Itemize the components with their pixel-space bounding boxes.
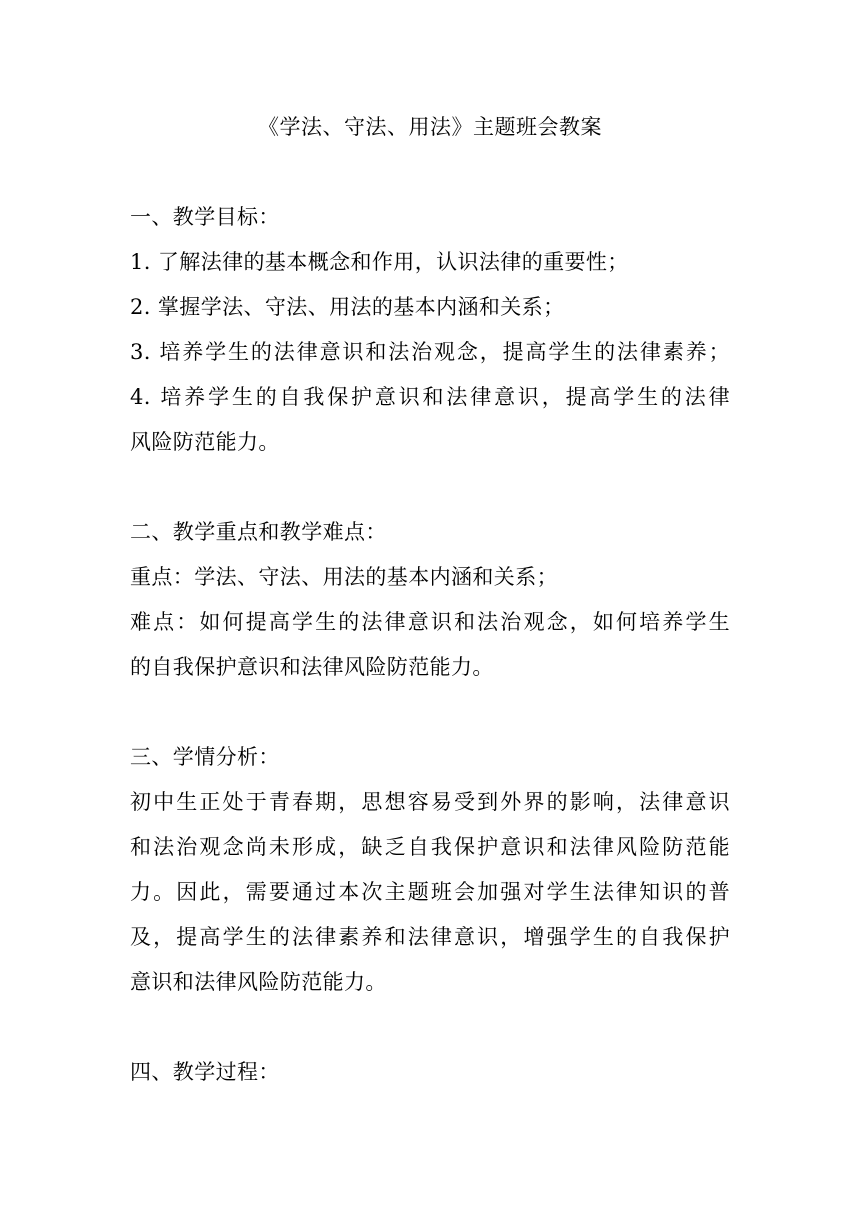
objective-line-3: 3. 培养学生的法律意识和法治观念，提高学生的法律素养；	[130, 340, 730, 364]
objective-line-4: 4. 培养学生的自我保护意识和法律意识，提高学生的法律	[130, 385, 730, 409]
analysis-line-4: 及，提高学生的法律素养和法律意识，增强学生的自我保护	[130, 925, 730, 949]
key-point-line-3: 的自我保护意识和法律风险防范能力。	[130, 655, 494, 679]
objective-line-1: 1. 了解法律的基本概念和作用，认识法律的重要性；	[130, 250, 629, 274]
section-heading-key-points: 二、教学重点和教学难点：	[130, 520, 387, 544]
analysis-line-2: 和法治观念尚未形成，缺乏自我保护意识和法律风险防范能	[130, 835, 730, 859]
document-title: 《学法、守法、用法》主题班会教案	[258, 115, 602, 139]
key-point-line-2: 难点：如何提高学生的法律意识和法治观念，如何培养学生	[130, 610, 730, 634]
section-heading-process: 四、教学过程：	[130, 1060, 280, 1084]
analysis-line-5: 意识和法律风险防范能力。	[130, 970, 387, 994]
analysis-line-3: 力。因此，需要通过本次主题班会加强对学生法律知识的普	[130, 880, 730, 904]
section-heading-analysis: 三、学情分析：	[130, 745, 280, 769]
analysis-line-1: 初中生正处于青春期，思想容易受到外界的影响，法律意识	[130, 790, 730, 814]
key-point-line-1: 重点：学法、守法、用法的基本内涵和关系；	[130, 565, 558, 589]
section-heading-objectives: 一、教学目标：	[130, 205, 280, 229]
objective-line-2: 2. 掌握学法、守法、用法的基本内涵和关系；	[130, 295, 565, 319]
objective-line-5: 风险防范能力。	[130, 430, 280, 454]
